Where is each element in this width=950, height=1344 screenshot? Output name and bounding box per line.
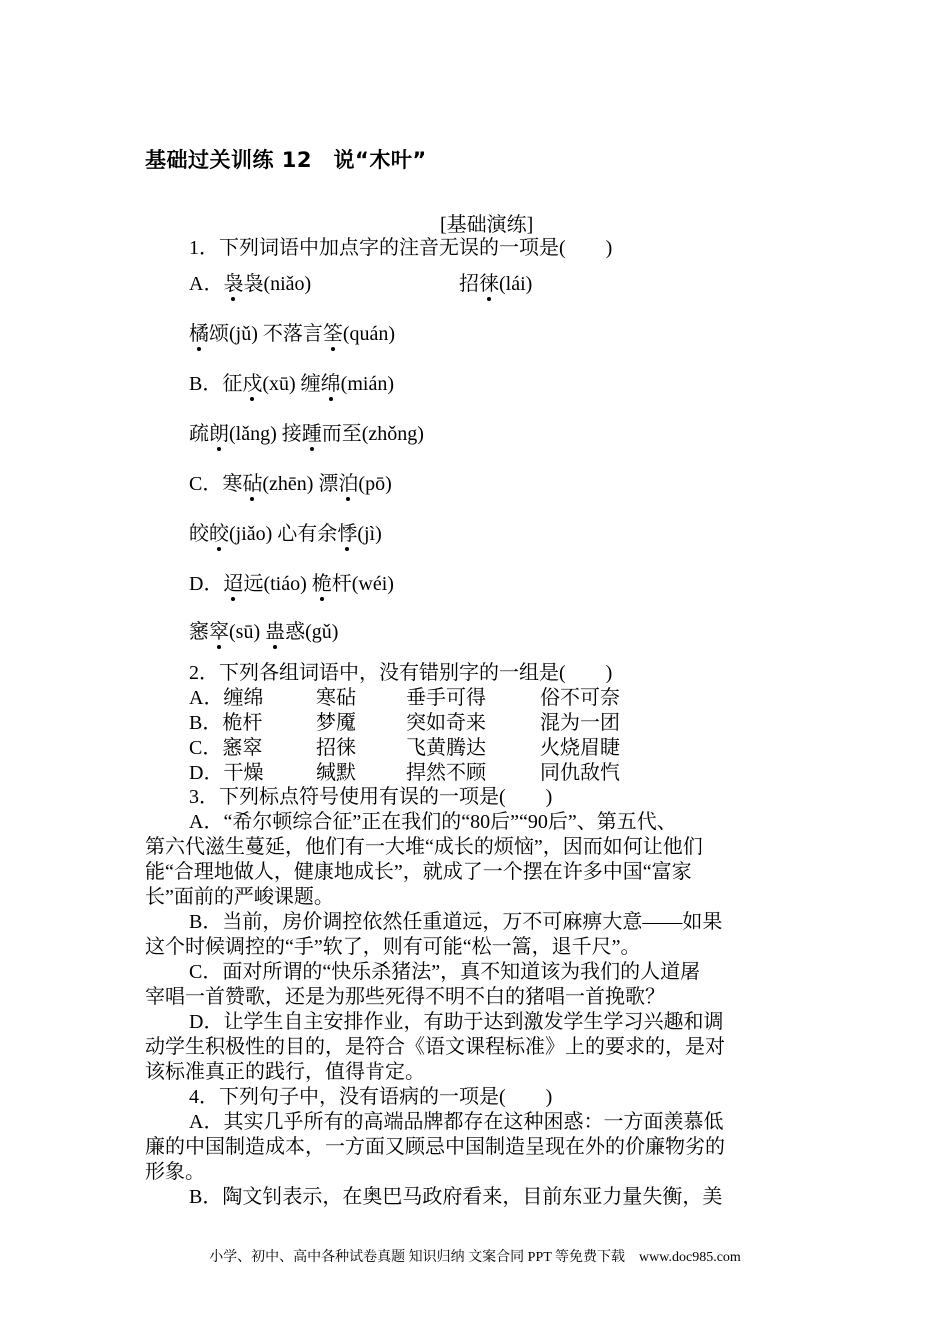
- q3-a-line2: 第六代滋生蔓延，他们有一大堆“成长的烦恼”，因而如何让他们: [145, 836, 703, 858]
- q2-a-col4: 俗不可奈: [540, 687, 620, 709]
- q1-option-d-line1: D．迢远(tiáo) 桅杆(wéi): [189, 573, 394, 595]
- emphasis-char: 筌: [322, 323, 343, 345]
- q2-c-col4: 火烧眉睫: [540, 737, 620, 759]
- q2-b-col2: 梦魇: [316, 712, 356, 734]
- q1-option-d-line2: 窸窣(sū) 蛊惑(gǔ): [189, 621, 339, 643]
- emphasis-char: 蛊: [265, 621, 286, 643]
- q1-option-c-line2: 皎皎(jiǎo) 心有余悸(jì): [189, 523, 382, 545]
- page-footer: 小学、初中、高中各种试卷真题 知识归纳 文案合同 PPT 等免费下载 www.doc985.com: [209, 1250, 741, 1265]
- emphasis-char: 橘: [189, 323, 209, 345]
- emphasis-char: 桅: [311, 573, 332, 595]
- q3-c-line2: 宰唱一首赞歌，还是为那些死得不明不白的猪唱一首挽歌？: [145, 986, 665, 1008]
- q4-b-line1: B．陶文钊表示，在奥巴马政府看来，目前东亚力量失衡，美: [189, 1186, 723, 1208]
- q4-a-line2: 廉的中国制造成本，一方面又顾忌中国制造呈现在外的价廉物劣的: [145, 1136, 725, 1158]
- q4-a-line3: 形象。: [145, 1161, 205, 1183]
- emphasis-char: 窣: [209, 621, 229, 643]
- q3-d-line3: 该标准真正的践行，值得肯定。: [145, 1061, 425, 1083]
- emphasis-char: 朗: [209, 423, 229, 445]
- emphasis-char: 戍: [242, 373, 263, 395]
- q1-option-b-line2: 疏朗(lǎng) 接踵而至(zhǒng): [189, 423, 424, 445]
- q2-b-col1: B．桅杆: [189, 712, 263, 734]
- q1-option-a-line2: 橘颂(jǔ) 不落言筌(quán): [189, 323, 396, 345]
- q3-c-line1: C．面对所谓的“快乐杀猪法”，真不知道该为我们的人道屠: [189, 961, 701, 983]
- q4-a-line1: A．其实几乎所有的高端品牌都存在这种困惑：一方面羡慕低: [189, 1111, 724, 1133]
- emphasis-char: 绵: [320, 373, 341, 395]
- q2-a-col2: 寒砧: [316, 687, 356, 709]
- q1-option-b-line1: B．征戍(xū) 缠绵(mián): [189, 373, 394, 395]
- emphasis-char: 迢: [223, 573, 244, 595]
- q2-b-col4: 混为一团: [540, 712, 620, 734]
- emphasis-char: 砧: [242, 473, 263, 495]
- emphasis-char: 踵: [301, 423, 322, 445]
- q2-b-col3: 突如奇来: [406, 712, 486, 734]
- q2-c-col1: C．窸窣: [189, 737, 263, 759]
- q2-a-col1: A．缠绵: [189, 687, 264, 709]
- q2-c-col2: 招徕: [316, 737, 356, 759]
- q3-a-line1: A．“希尔顿综合征”正在我们的“80后”“90后”、第五代、: [189, 811, 677, 833]
- q2-d-col3: 捍然不顾: [406, 762, 486, 784]
- q1-option-a-line1: [189, 272, 311, 296]
- q2-d-col4: 同仇敌忾: [540, 762, 620, 784]
- q1-stem: 1．下列词语中加点字的注音无误的一项是( ): [189, 237, 613, 259]
- q2-c-col3: 飞黄腾达: [406, 737, 486, 759]
- emphasis-char: 悸: [337, 523, 358, 545]
- q2-a-col3: 垂手可得: [406, 687, 486, 709]
- q3-d-line1: D．让学生自主安排作业，有助于达到激发学生学习兴趣和调: [189, 1011, 724, 1033]
- emphasis-char: 皎: [209, 523, 229, 545]
- emphasis-char: 徕: [479, 273, 499, 295]
- q3-d-line2: 动学生积极性的目的，是符合《语文课程标准》上的要求的，是对: [145, 1036, 725, 1058]
- option-label: A．: [189, 273, 224, 295]
- section-heading: [基础演练]: [440, 214, 534, 236]
- emphasis-char: 袅: [223, 273, 244, 295]
- emphasis-char: 泊: [338, 473, 359, 495]
- q3-a-line4: 长”面前的严峻课题。: [145, 886, 334, 908]
- q2-d-col1: D．干燥: [189, 762, 264, 784]
- q3-b-line1: B．当前，房价调控依然任重道远，万不可麻痹大意——如果: [189, 911, 723, 933]
- q3-b-line2: 这个时候调控的“手”软了，则有可能“松一篙，退千尺”。: [145, 936, 641, 958]
- q4-stem: 4．下列句子中，没有语病的一项是( ): [189, 1086, 553, 1108]
- q1-option-c-line1: C．寒砧(zhēn) 漂泊(pō): [189, 473, 392, 495]
- q3-a-line3: 能“合理地做人，健康地成长”，就成了一个摆在许多中国“富家: [145, 861, 692, 883]
- q2-stem: 2．下列各组词语中，没有错别字的一组是( ): [189, 662, 613, 684]
- q3-stem: 3．下列标点符号使用有误的一项是( ): [189, 786, 553, 808]
- page-title: 基础过关训练 12 说“木叶”: [145, 148, 427, 172]
- q1-option-a-word2: 招徕(lái): [459, 273, 533, 295]
- q2-d-col2: 缄默: [316, 762, 356, 784]
- q1-a-word1: 袅袅(niǎo): [223, 273, 312, 295]
